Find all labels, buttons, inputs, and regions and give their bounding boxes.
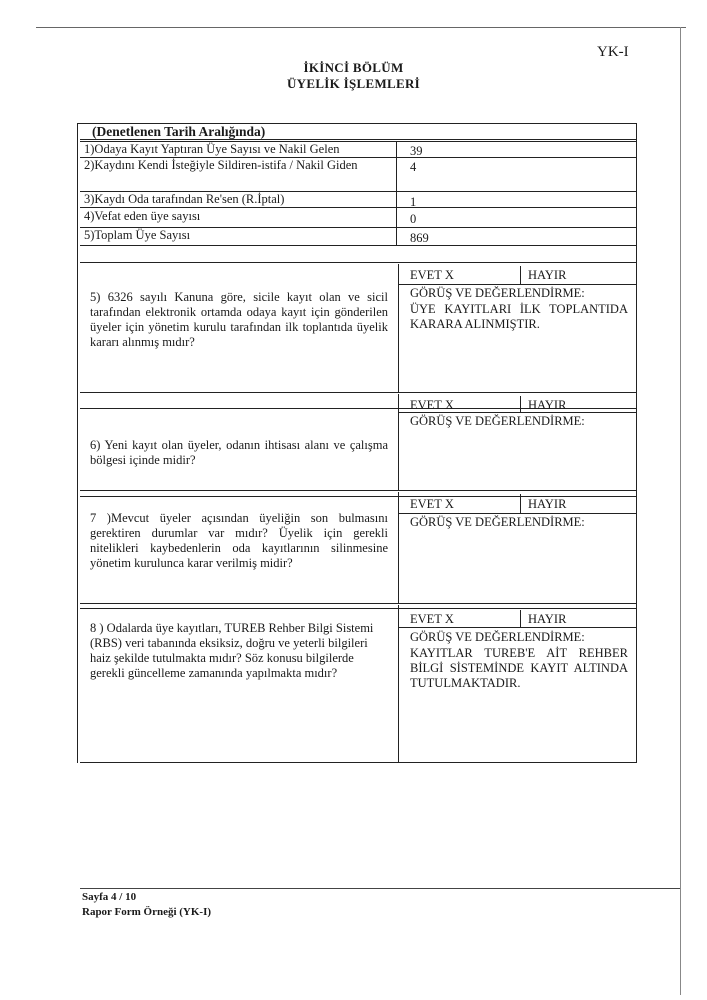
opinion-label: GÖRÜŞ VE DEĞERLENDİRME: [410,630,585,644]
stats-row-label: 2)Kaydını Kendi İsteğiyle Sildiren-istifa / Nakil Giden [84,158,358,172]
stats-row-label: 5)Toplam Üye Sayısı [84,228,191,242]
opinion-label: GÖRÜŞ VE DEĞERLENDİRME: [410,515,585,529]
yes-checkbox[interactable]: EVET X [410,612,454,626]
question-text: 8 ) Odalarda üye kayıtları, TUREB Rehber Bilgi Sistemi (RBS) veri tabanında eksiksiz, doğru ve yeterli bilgileri haiz şekilde tutulmakta mıdır? Söz konusu bilgilerde gerekli güncelleme zamanında yapılmakta mıdır? [90,621,374,680]
stats-row-label: 1)Odaya Kayıt Yaptıran Üye Sayısı ve Nakil Gelen [84,142,340,156]
stats-row-value: 0 [410,212,417,226]
section-subtitle: ÜYELİK İŞLEMLERİ [286,76,421,91]
stats-row-value: 39 [410,144,423,158]
opinion-text[interactable]: ÜYE KAYITLARI İLK TOPLANTIDA KARARA ALINMIŞTIR. [410,302,628,331]
question-text: 7 )Mevcut üyeler açısından üyeliğin son bulmasını gerektiren durumlar var mıdır? Üyelik için gerekli nitelikleri kaybedenlerin oda kayıtlarının silinmesine yönetim kurulunca karar verilmiş midir? [90,511,388,570]
stats-section-title: (Denetlenen Tarih Aralığında) [92,124,266,139]
yes-checkbox[interactable]: EVET X [410,268,454,282]
opinion-label: GÖRÜŞ VE DEĞERLENDİRME: [410,414,585,428]
stats-row-label: 4)Vefat eden üye sayısı [84,209,201,223]
stats-row-value: 4 [410,160,417,174]
yes-checkbox[interactable]: EVET X [410,398,454,412]
question-text: 5) 6326 sayılı Kanuna göre, sicile kayıt olan ve sicil tarafından elektronik ortamda odaya kayıt için gönderilen üyeler için yönetim kurulu tarafından ilk toplantıda üyelik kararı alınmış mıdır? [90,290,388,349]
page-number: Sayfa 4 / 10 [82,891,137,903]
no-checkbox[interactable]: HAYIR [528,497,567,511]
no-checkbox[interactable]: HAYIR [528,612,567,626]
no-checkbox[interactable]: HAYIR [528,398,567,412]
yes-checkbox[interactable]: EVET X [410,497,454,511]
stats-row-value: 1 [410,195,417,209]
stats-row-label: 3)Kaydı Oda tarafından Re'sen (R.İptal) [84,192,285,206]
page-frame-top [36,27,686,28]
question-text: 6) Yeni kayıt olan üyeler, odanın ihtisası alanı ve çalışma bölgesi içinde midir? [90,438,388,467]
page-frame-right [680,27,681,995]
opinion-text[interactable]: KAYITLAR TUREB'E AİT REHBER BİLGİ SİSTEMİNDE KAYIT ALTINDA TUTULMAKTADIR. [410,646,628,690]
no-checkbox[interactable]: HAYIR [528,268,567,282]
form-code: YK-I [597,44,629,60]
opinion-label: GÖRÜŞ VE DEĞERLENDİRME: [410,286,585,300]
footer-divider [80,888,680,889]
section-title: İKİNCİ BÖLÜM [303,60,404,75]
form-name: Rapor Form Örneği (YK-I) [82,906,212,918]
stats-row-value: 869 [410,231,429,245]
